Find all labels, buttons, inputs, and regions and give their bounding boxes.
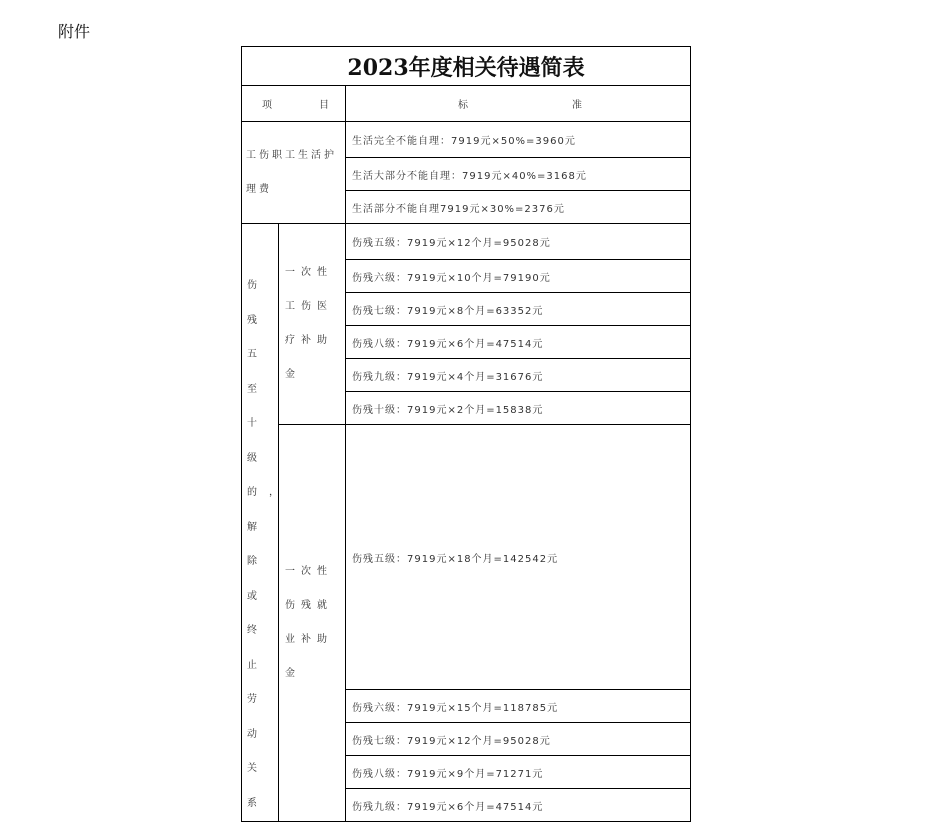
benefits-table: [241, 46, 691, 822]
table-title: 2023年度相关待遇简表: [242, 47, 691, 86]
table-row: [242, 425, 691, 690]
care-section-label: 工伤职工生活护理费: [242, 122, 346, 224]
header-standard: [346, 86, 691, 122]
medical-row: 伤残五级：7919元×12个月=95028元: [346, 224, 691, 260]
header-standard-char-b: 准: [572, 100, 583, 111]
title-row: [242, 47, 691, 86]
disability-section-label: 伤残五至十级的，解除或终止劳动关系: [242, 224, 279, 822]
employment-row: 伤残七级：7919元×12个月=95028元: [346, 723, 691, 756]
medical-row: 伤残九级：7919元×4个月=31676元: [346, 359, 691, 392]
employment-row: 伤残九级：7919元×6个月=47514元: [346, 789, 691, 822]
medical-row: 伤残十级：7919元×2个月=15838元: [346, 392, 691, 425]
medical-row: 伤残六级：7919元×10个月=79190元: [346, 260, 691, 293]
header-standard-char-a: 标: [458, 100, 468, 111]
header-item-char-a: 项: [262, 100, 272, 111]
medical-row: 伤残七级：7919元×8个月=63352元: [346, 293, 691, 326]
table-row: [242, 122, 691, 158]
care-row: 生活大部分不能自理：7919元×40%=3168元: [346, 158, 691, 191]
employment-row: 伤残八级：7919元×9个月=71271元: [346, 756, 691, 789]
medical-row: 伤残八级：7919元×6个月=47514元: [346, 326, 691, 359]
header-item: [242, 86, 346, 122]
employment-row: 伤残五级：7919元×18个月=142542元: [346, 425, 691, 690]
attachment-label: 附件: [58, 22, 91, 41]
care-row: 生活完全不能自理：7919元×50%=3960元: [346, 122, 691, 158]
employment-row: 伤残六级：7919元×15个月=118785元: [346, 690, 691, 723]
header-item-char-b: 目: [319, 100, 329, 111]
header-row: [242, 86, 691, 122]
employment-subsidy-label: 一次性伤残就业补助金: [279, 425, 346, 822]
medical-subsidy-label: 一次性工伤医疗补助金: [279, 224, 346, 425]
care-row: 生活部分不能自理7919元×30%=2376元: [346, 191, 691, 224]
table-row: [242, 224, 691, 260]
